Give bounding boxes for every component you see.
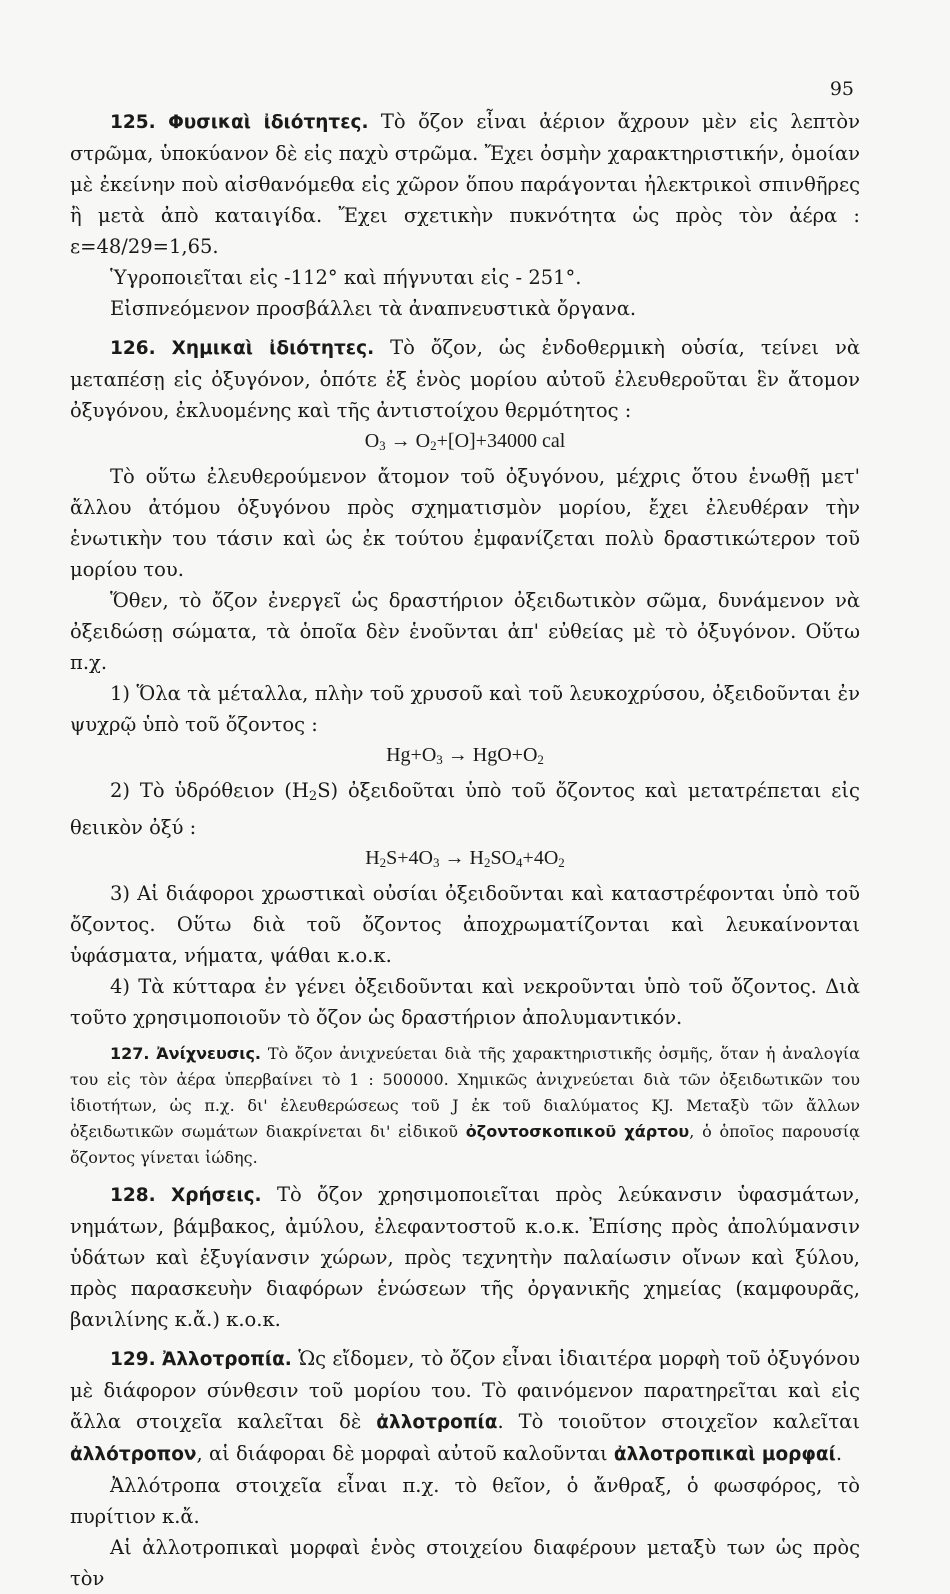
equation-mercury-oxidation: $Hg+O_3 \to HgO+O_2$ [386,744,544,767]
section-128-text: Τὸ ὄζον χρησιμοποιεῖται πρὸς λεύκανσιν ὑφασμάτων, νημάτων, βάμβακος, ἀμύλου, ἐλεφαντοστοῦ κ.ο.κ. Ἐπίσης πρὸς ἀπολύμανσιν ὑδάτων καὶ ἐξυγίανσιν χώρων, πρὸς τεχνητὴν παλαίωσιν οἴνων καὶ ξύλου, πρὸς παρασκευὴν διαφόρων ἑνώσεων τῆς ὀργανικῆς χημείας (καμφουρᾶς, βανιλίνης κ.ἄ.) κ.ο.κ. [70,1183,861,1331]
list-item-1: 1) Ὅλα τὰ μέταλλα, πλὴν τοῦ χρυσοῦ καὶ τοῦ λευκοχρύσου, ὀξειδοῦνται ἐν ψυχρῷ ὑπὸ τοῦ ὄζοντος : [70,682,860,736]
section-129-text-3: , αἱ διάφοραι δὲ μορφαὶ αὐτοῦ καλοῦνται [196,1442,608,1465]
section-128 [70,1179,860,1335]
section-125-line2: Ὑγροποιεῖται εἰς -112° καὶ πήγνυται εἰς - 251°. [110,266,582,289]
section-126-paragraph-3: Ὅθεν, τὸ ὄζον ἐνεργεῖ ὡς δραστήριον ὀξειδωτικὸν σῶμα, δυνάμενον νὰ ὀξειδώσῃ σώματα, τὰ ὁποῖα δὲν ἑνοῦνται ἀπ' εὐθείας μὲ τὸ ὀξυγόνον. Οὕτω π.χ. [70,589,860,674]
section-129-number: 129. [110,1349,156,1370]
section-126 [70,332,860,426]
section-129-text-2: . Τὸ τοιοῦτον στοιχεῖον καλεῖται [497,1410,860,1433]
page-body [70,106,860,1594]
list-item-4: 4) Τὰ κύτταρα ἐν γένει ὀξειδοῦνται καὶ νεκροῦνται ὑπὸ τοῦ ὄζοντος. Διὰ τοῦτο χρησιμοποιοῦν τὸ ὄζον ὡς δραστήριον ἀπολυμαντικόν. [70,975,860,1029]
section-125-title: Φυσικαὶ ἰδιότητες. [168,112,369,133]
section-129-paragraph-2: Ἀλλότροπα στοιχεῖα εἶναι π.χ. τὸ θεῖον, ὁ ἄνθραξ, ὁ φωσφόρος, τὸ πυρίτιον κ.ἄ. [70,1474,860,1528]
section-125-line3: Εἰσπνεόμενον προσβάλλει τὰ ἀναπνευστικὰ ὄργανα. [110,297,637,320]
section-125-text: Τὸ ὄζον εἶναι ἀέριον ἄχρουν μὲν εἰς λεπτὸν στρῶμα, ὑποκύανον δὲ εἰς παχὺ στρῶμα. Ἔχει ὀσμὴν χαρακτηριστικήν, ὁμοίαν μὲ ἐκείνην ποὺ αἰσθανόμεθα εἰς χῶρον ὅπου παράγονται ἠλεκτρικοὶ σπινθῆρες ἢ μετὰ ἀπὸ καταιγίδα. Ἔχει σχετικὴν πυκνότητα ὡς πρὸς τὸν ἀέρα : ε=48/29=1,65. [70,110,860,258]
section-127-title: Ἀνίχνευσις. [156,1044,261,1063]
section-129-text-1: Ὡς εἴδομεν, τὸ ὄζον εἶναι ἰδιαιτέρα μορφὴ τοῦ ὀξυγόνου μὲ διάφορον σύνθεσιν τοῦ μορίου του. Τὸ φαινόμενον παρατηρεῖται καὶ εἰς ἄλλα στοιχεῖα καλεῖται δὲ [70,1347,861,1433]
list-item-3: 3) Αἱ διάφοροι χρωστικαὶ οὐσίαι ὀξειδοῦνται καὶ καταστρέφονται ὑπὸ τοῦ ὄζοντος. Οὕτω διὰ τοῦ ὄζοντος ἀποχρωματίζονται καὶ λευκαίνονται ὑφάσματα, νήματα, ψάθαι κ.ο.κ. [70,882,860,967]
section-128-title: Χρήσεις. [171,1185,262,1206]
section-126-text: Τὸ ὄζον, ὡς ἐνδοθερμικὴ οὐσία, τείνει νὰ μεταπέσῃ εἰς ὀξυγόνον, ὁπότε ἐξ ἑνὸς μορίου αὐτοῦ ἐλευθεροῦται ἓν ἄτομον ὀξυγόνου, ἐκλυομένης καὶ τῆς ἀντιστοίχου θερμότητος : [70,336,860,422]
section-129-text-4: . [835,1442,843,1465]
page-number: 95 [829,78,854,100]
section-127-text: Τὸ ὄζον ἀνιχνεύεται διὰ τῆς χαρακτηριστικῆς ὀσμῆς, ὅταν ἡ ἀναλογία του εἰς τὸν ἀέρα ὑπερβαίνει τὸ 1 : 500000. Χημικῶς ἀνιχνεύεται διὰ τῶν ὀξειδωτικῶν του ἰδιοτήτων, ὡς π.χ. δι' ἐλευθερώσεως τοῦ J ἐκ τοῦ διαλύματος KJ. Μεταξὺ τῶν ἄλλων ὀξειδωτικῶν σωμάτων διακρίνεται δι' εἰδικοῦ [70,1044,860,1141]
list-item-2: 2) Τὸ ὑδρόθειον $(H_2S)$ ὀξειδοῦται ὑπὸ τοῦ ὄζοντος καὶ μετατρέπεται εἰς θειικὸν ὀξύ : [70,779,860,839]
section-127-text-end: , ὁ ὁποῖος παρουσίᾳ ὄζοντος γίνεται ἰώδης. [70,1122,860,1167]
section-127 [70,1041,860,1171]
section-128-number: 128. [110,1185,156,1206]
section-129-bold-1: ἀλλοτροπία [376,1412,498,1433]
equation-h2s-oxidation: $H_2S+4O_3 \to H_2SO_4+4O_2$ [365,847,565,870]
section-129-bold-2: ἀλλότροπον [70,1444,197,1465]
section-126-title: Χημικαὶ ἰδιότητες. [171,338,375,359]
section-126-number: 126. [110,338,156,359]
section-125 [70,106,860,262]
equation-ozone-decomposition: $O_3 \to O_2+[O]+34000$ cal [364,430,566,453]
section-126-paragraph-2: Τὸ οὕτω ἐλευθερούμενον ἄτομον τοῦ ὀξυγόνου, μέχρις ὅτου ἑνωθῇ μετ' ἄλλου ἀτόμου ὀξυγόνου πρὸς σχηματισμὸν μορίου, ἔχει ἐλευθέραν τὴν ἑνωτικὴν του τάσιν καὶ ὡς ἐκ τούτου ἐμφανίζεται πολὺ δραστικώτερον τοῦ μορίου του. [70,465,860,581]
section-129-bold-3: ἀλλοτροπικαὶ μορφαί [613,1444,836,1465]
section-127-bold-term: ὀζοντοσκοπικοῦ χάρτου [465,1122,690,1141]
section-125-number: 125. [110,112,156,133]
section-129-paragraph-3: Αἱ ἀλλοτροπικαὶ μορφαὶ ἑνὸς στοιχείου διαφέρουν μεταξὺ των ὡς πρὸς τὸν [70,1536,860,1590]
section-129 [70,1343,860,1470]
section-129-title: Ἀλλοτροπία. [162,1349,292,1370]
section-127-number: 127. [110,1044,150,1063]
